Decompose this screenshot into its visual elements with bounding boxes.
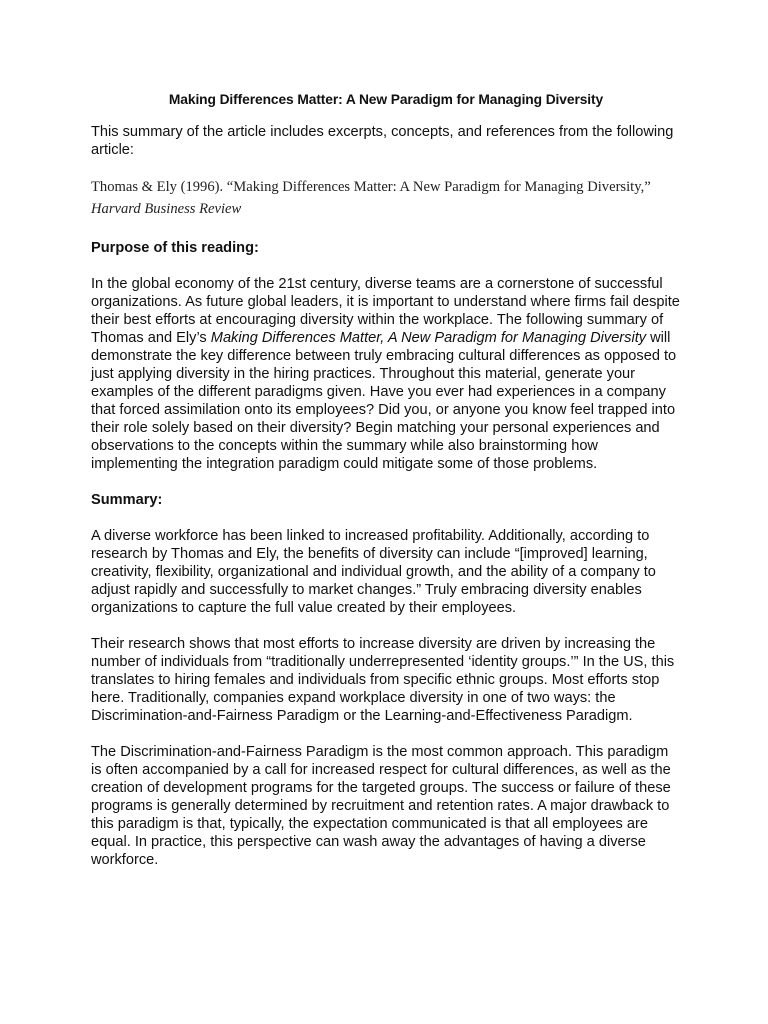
purpose-paragraph: [91, 275, 681, 473]
citation: [91, 176, 681, 220]
summary-paragraph-3: The Discrimination-and-Fairness Paradigm is the most common approach. This paradigm is often accompanied by a call for increased respect for cultural differences, as well as the creation of development programs for the targeted groups. The success or failure of these programs is generally determined by recruitment and retention rates. A major drawback to this paradigm is that, typically, the expectation communicated is that all employees are equal. In practice, this perspective can wash away the advantages of having a diverse workforce.: [91, 744, 671, 868]
purpose-article-title: Making Differences Matter, A New Paradigm for Managing Diversity: [210, 330, 647, 346]
intro-paragraph: This summary of the article includes excerpts, concepts, and references from the following article:: [91, 124, 674, 158]
summary-paragraph-2: Their research shows that most efforts to increase diversity are driven by increasing the number of individuals from “traditionally underrepresented ‘identity groups.’” In the US, this translates to hiring females and individuals from specific ethnic groups. Most efforts stop here. Traditionally, companies expand workplace diversity in one of two ways: the Discrimination-and-Fairness Paradigm or the Learning-and-Effectiveness Paradigm.: [91, 636, 675, 724]
purpose-text-2: will demonstrate the key difference between truly embracing cultural differences as opposed to just applying diversity in the hiring practices. Throughout this material, generate your examples of the different paradigms given. Have you ever had experiences in a company that forced assimilation onto its employees? Did you, or anyone you know feel trapped into their role solely based on their diversity? Begin matching your personal experiences and observations to the concepts within the summary while also brainstorming how implementing the integration paradigm could mitigate some of those problems.: [91, 330, 677, 472]
document-page: [91, 92, 681, 887]
summary-paragraph-1: A diverse workforce has been linked to increased profitability. Additionally, according to research by Thomas and Ely, the benefits of diversity can include “[improved] learning, creativity, flexibility, organizational and individual growth, and the ability of a company to adjust rapidly and successfully to market changes.” Truly embracing diversity enables organizations to capture the full value created by their employees.: [91, 528, 656, 616]
purpose-heading: Purpose of this reading:: [91, 240, 259, 256]
purpose-text-1: In the global economy of the 21st century, diverse teams are a cornerstone of successful organizations. As future global leaders, it is important to understand where firms fail despite their best efforts at encouraging diversity within the workplace. The following summary of Thomas and Ely’s: [91, 276, 680, 346]
summary-heading: Summary:: [91, 492, 163, 508]
citation-journal: Harvard Business Review: [91, 201, 242, 217]
document-title: Making Differences Matter: A New Paradigm for Managing Diversity: [168, 92, 604, 107]
citation-authors: Thomas & Ely (1996). “Making Differences Matter: A New Paradigm for Managing Diversity,”: [91, 179, 651, 195]
